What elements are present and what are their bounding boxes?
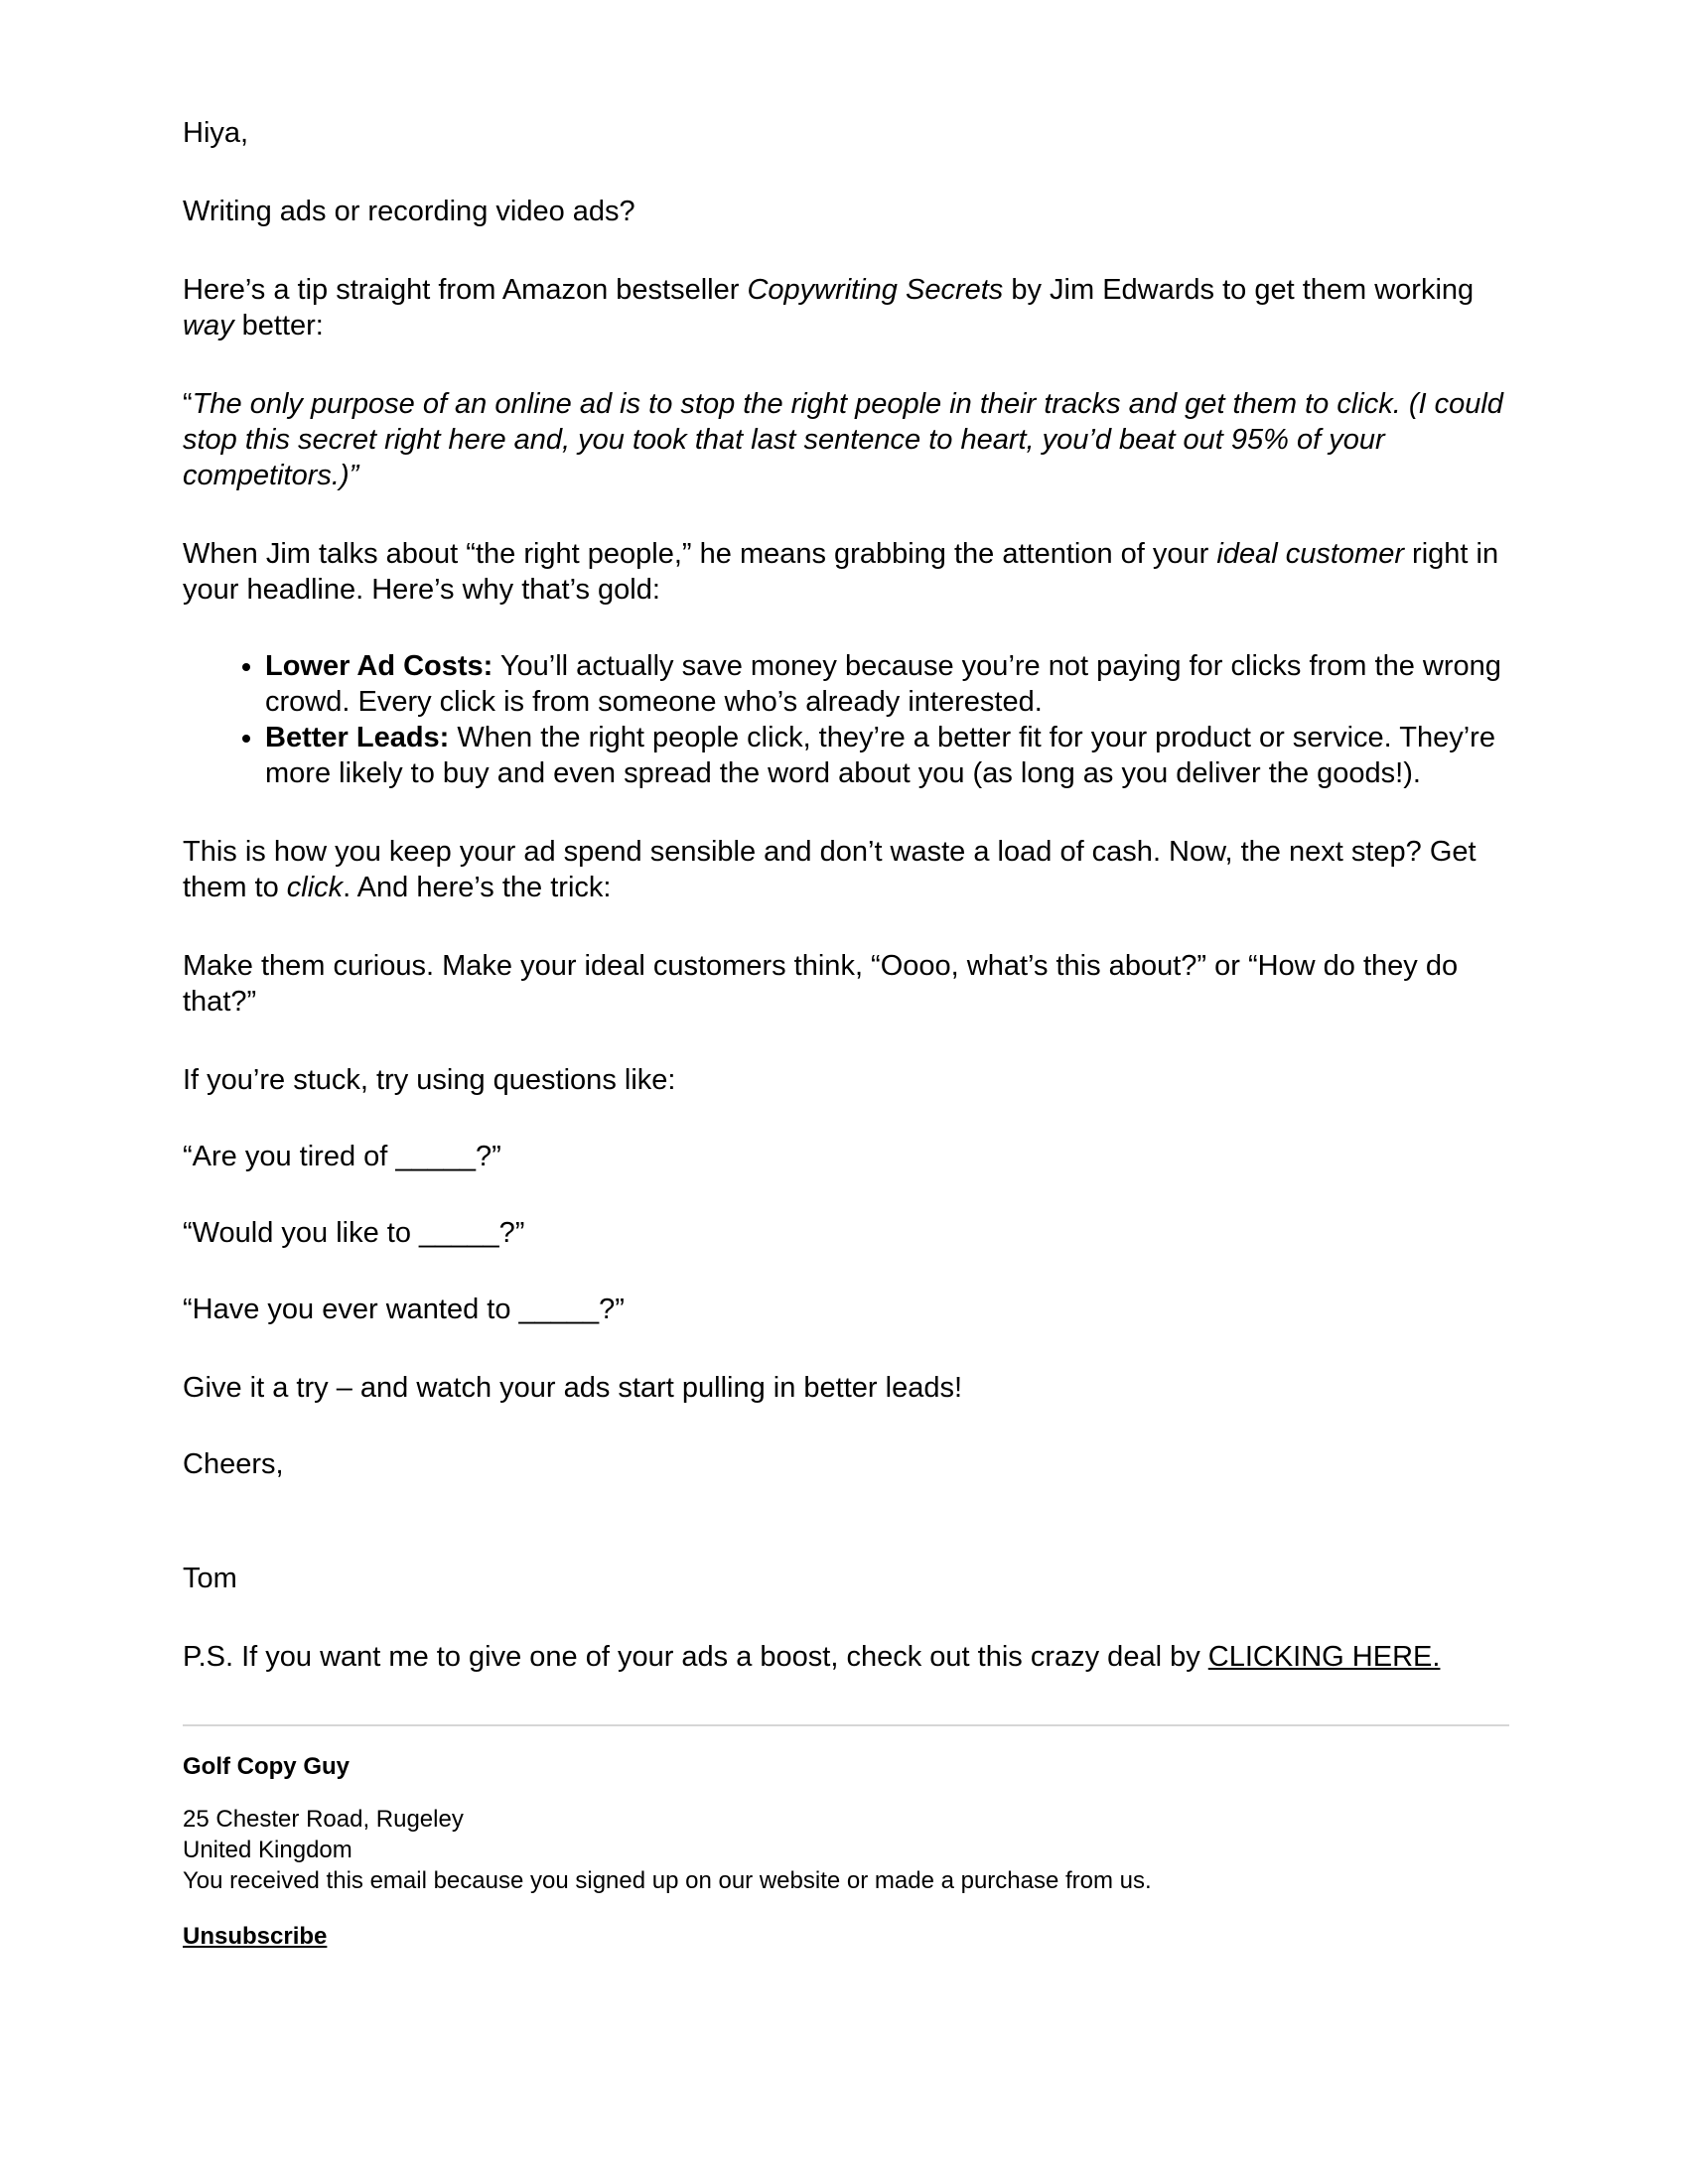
right-people-after: right in your headline. Here’s why that’s gold:: [183, 538, 1499, 606]
bullet-title: Better Leads:: [265, 722, 450, 753]
quote-text: The only purpose of an online ad is to stop the right people in their tracks and get them to click. (I could stop this secret right here and, you took that last sentence to heart, you’d beat out 95% of your competitors.)”: [183, 388, 1503, 491]
tip-text-before: Here’s a tip straight from Amazon bestseller: [183, 274, 748, 306]
footer-address-line-2: United Kingdom: [183, 1837, 352, 1863]
footer-divider: [183, 1724, 1509, 1726]
benefits-list: [183, 648, 1509, 791]
unsubscribe-link[interactable]: Unsubscribe: [183, 1923, 328, 1950]
intro-question: Writing ads or recording video ads?: [183, 196, 635, 227]
question-example: “Would you like to _____?”: [183, 1217, 525, 1249]
email-footer: [183, 1724, 1509, 1952]
question-example: “Are you tired of _____?”: [183, 1141, 501, 1172]
signoff: Cheers,: [183, 1448, 284, 1480]
right-people-paragraph: [183, 536, 1509, 608]
stuck-paragraph: If you’re stuck, try using questions like:: [183, 1064, 676, 1096]
bullet-text: You’ll actually save money because you’re not paying for clicks from the wrong crowd. Every click is from someone who’s already interested.: [265, 650, 1501, 718]
list-item: [265, 720, 1509, 791]
bullet-text: When the right people click, they’re a better fit for your product or service. They’re more likely to buy and even spread the word about you (as long as you deliver the goods!).: [265, 722, 1495, 789]
question-example: “Have you ever wanted to _____?”: [183, 1294, 625, 1325]
next-step-after: . And here’s the trick:: [343, 872, 612, 903]
call-to-try: Give it a try – and watch your ads start pulling in better leads!: [183, 1372, 963, 1404]
ideal-customer-emphasis: ideal customer: [1216, 538, 1404, 570]
quote-open-mark: “: [183, 388, 193, 420]
next-step-paragraph: [183, 834, 1509, 905]
list-item: [265, 648, 1509, 720]
footer-notice: You received this email because you signed up on our website or made a purchase from us.: [183, 1867, 1152, 1894]
footer-address-line-1: 25 Chester Road, Rugeley: [183, 1806, 464, 1833]
signature: Tom: [183, 1563, 237, 1594]
tip-paragraph: [183, 272, 1509, 343]
email-body: [183, 115, 1509, 1717]
clicking-here-link[interactable]: CLICKING HERE.: [1207, 1641, 1441, 1673]
tip-emphasis: way: [183, 310, 234, 341]
tip-text-middle: by Jim Edwards to get them working: [1003, 274, 1475, 306]
next-step-before: This is how you keep your ad spend sensible and don’t waste a load of cash. Now, the next step? Get them to: [183, 836, 1477, 903]
greeting: Hiya,: [183, 117, 249, 149]
book-quote: [183, 386, 1509, 493]
footer-brand: Golf Copy Guy: [183, 1753, 350, 1780]
postscript: [183, 1639, 1509, 1675]
bullet-title: Lower Ad Costs:: [265, 650, 493, 682]
book-title: Copywriting Secrets: [747, 274, 1004, 306]
tip-text-after: better:: [233, 310, 324, 341]
right-people-before: When Jim talks about “the right people,” he means grabbing the attention of your: [183, 538, 1217, 570]
postscript-text: P.S. If you want me to give one of your ads a boost, check out this crazy deal by: [183, 1641, 1208, 1673]
click-emphasis: click: [286, 872, 344, 903]
curiosity-paragraph: Make them curious. Make your ideal customers think, “Oooo, what’s this about?” or “How do they do that?”: [183, 950, 1459, 1018]
